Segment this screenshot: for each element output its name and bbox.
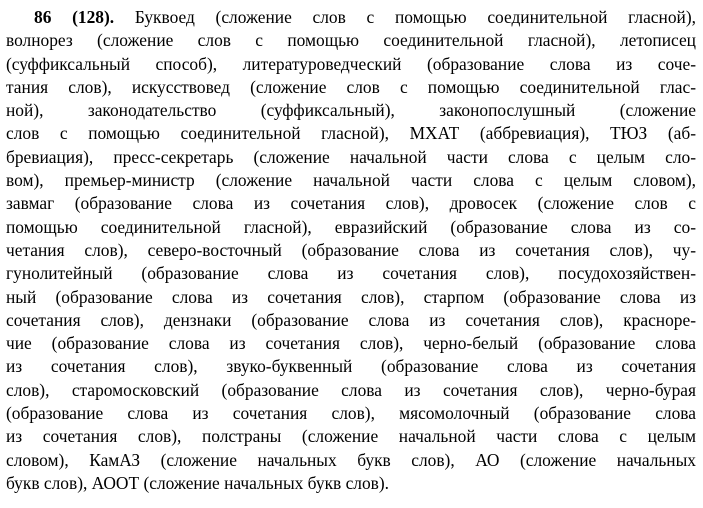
paragraph-line: завмаг (образование слова из сочетания слов), дровосек (сложение слов с	[6, 193, 696, 214]
paragraph-line: чие (образование слова из сочетания слов), черно-белый (образование слова	[6, 333, 696, 354]
paragraph-line: (суффиксальный способ), литературоведческий (образование слова из соче-	[6, 53, 696, 74]
paragraph-line: (образование слова из сочетания слов), мясомолочный (образование слова	[6, 403, 696, 424]
paragraph-line: сочетания слов), дензнаки (образование слова из сочетания слов), красноре-	[6, 309, 696, 330]
paragraph-line: из сочетания слов), полстраны (сложение начальной части слова с целым	[6, 426, 696, 447]
paragraph-line: волнорез (сложение слов с помощью соединительной гласной), летописец	[6, 30, 696, 51]
paragraph-line: четания слов), северо-восточный (образование слова из сочетания слов), чу-	[6, 239, 696, 260]
paragraph-line	[6, 6, 696, 29]
paragraph-line: словом), КамАЗ (сложение начальных букв слов), АО (сложение начальных	[6, 449, 696, 470]
paragraph-line: тания слов), искусствовед (сложение слов с помощью соединительной глас-	[6, 76, 696, 97]
paragraph-line: гунолитейный (образование слова из сочетания слов), посудохозяйствен-	[6, 263, 696, 284]
paragraph-line: слов), старомосковский (образование слова из сочетания слов), черно-бурая	[6, 379, 696, 400]
paragraph-line: помощью соединительной гласной), евразийский (образование слова из со-	[6, 216, 696, 237]
paragraph-line: букв слов), АООТ (сложение начальных букв слов).	[6, 472, 390, 493]
paragraph-line: ной), законодательство (суффиксальный), законопослушный (сложение	[6, 100, 696, 121]
line-text: Буквоед (сложение слов с помощью соединительной гласной),	[134, 7, 696, 27]
paragraph-line: из сочетания слов), звуко-буквенный (образование слова из сочетания	[6, 356, 696, 377]
paragraph-line: слов с помощью соединительной гласной), МХАТ (аббревиация), ТЮЗ (аб-	[6, 123, 696, 144]
paragraph-line: вом), премьер-министр (сложение начальной части слова с целым словом),	[6, 170, 696, 191]
exercise-number: 86 (128).	[34, 7, 115, 27]
paragraph-line: бревиация), пресс-секретарь (сложение начальной части слова с целым сло-	[6, 146, 696, 167]
paragraph-line: ный (образование слова из сочетания слов), старпом (образование слова из	[6, 286, 696, 307]
